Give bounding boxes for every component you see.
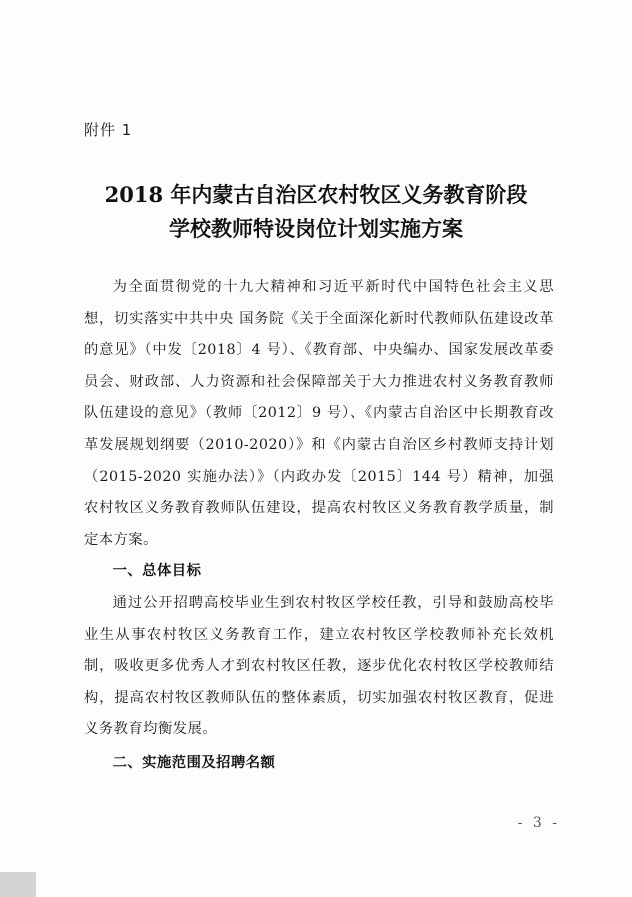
document-title-line-2: 学校教师特设岗位计划实施方案 bbox=[169, 216, 463, 241]
section-1-paragraph: 通过公开招聘高校毕业生到农村牧区学校任教，引导和鼓励高校毕业生从事农村牧区义务教育工作，建立农村牧区学校教师补充长效机制，吸收更多优秀人才到农村牧区任教，逐步优化农村牧区学校教师结构，提高农村牧区教师队伍的整体素质，切实加强农村牧区教育，促进义务教育均衡发展。 bbox=[84, 594, 554, 738]
section-2-heading: 二、实施范围及招聘名额 bbox=[112, 754, 276, 771]
attachment-label: 附件 1 bbox=[84, 121, 133, 139]
section-1-heading: 一、总体目标 bbox=[112, 563, 202, 580]
page-number: - 3 - bbox=[517, 815, 560, 831]
document-title-line-1: 2018 年内蒙古自治区农村牧区义务教育阶段 bbox=[104, 182, 528, 207]
scan-edge-mark bbox=[0, 872, 36, 897]
document-body bbox=[84, 272, 554, 780]
intro-paragraph: 为全面贯彻党的十九大精神和习近平新时代中国特色社会主义思想，切实落实中共中央 国务院《关于全面深化新时代教师队伍建设改革的意见》（中发〔2018〕4 号）、《教育部、中央编办、国家发展改革委员会、财政部、人力资源和社会保障部关于大力推进农村义务教育教师队伍建设的意见》（教师〔2012〕9 号）、《内蒙古自治区中长期教育改革发展规划纲要（2010-2020）》和《内蒙古自治区乡村教师支持计划（2015-2020 实施办法）》（内政办发〔2015〕144 号）精神，加强农村牧区义务教育教师队伍建设，提高农村牧区义务教育教学质量，制定本方案。 bbox=[84, 279, 554, 548]
